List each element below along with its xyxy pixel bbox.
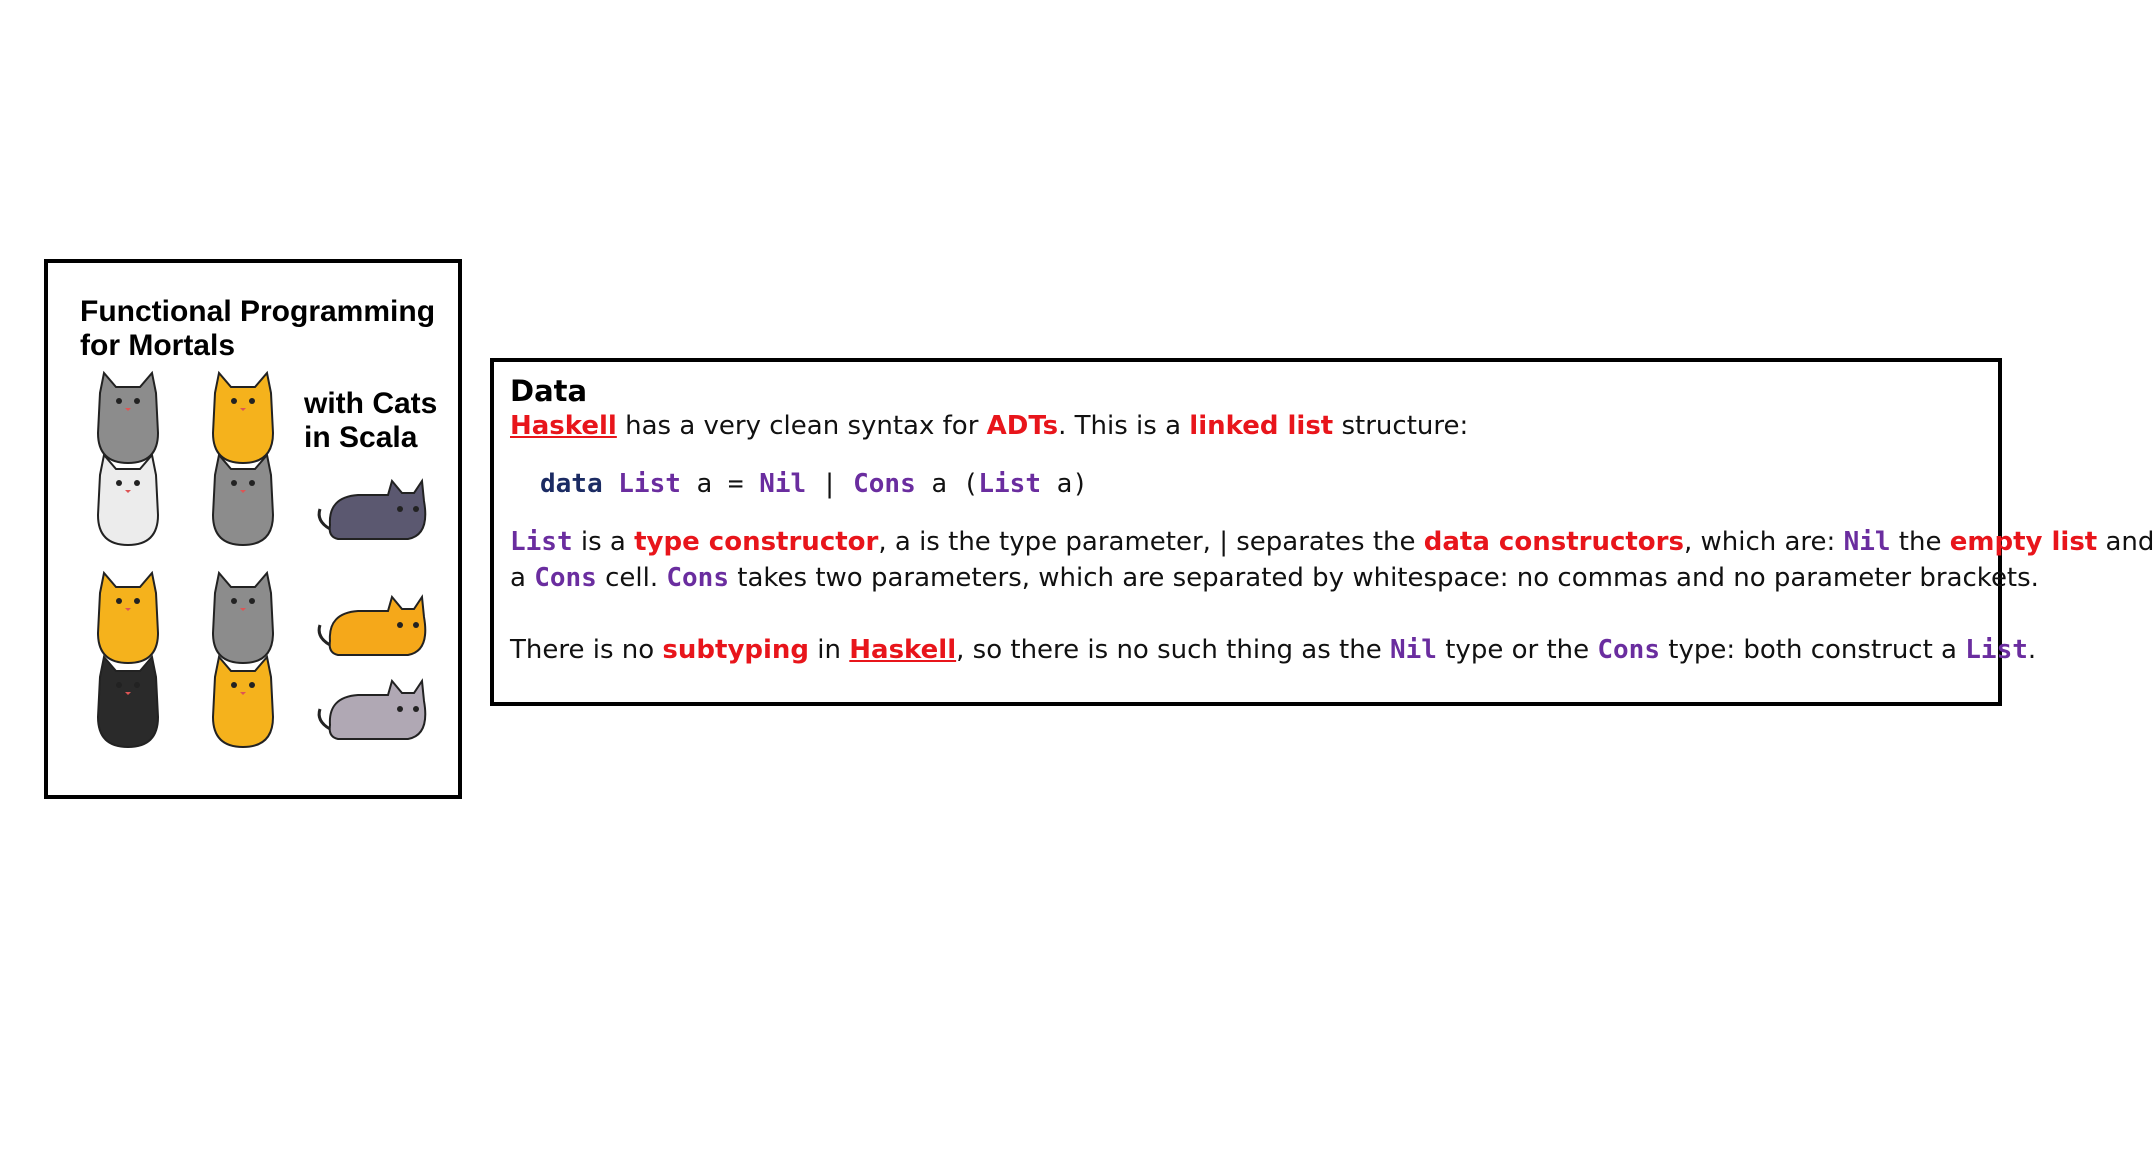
para2-text-3: , which are: — [1683, 527, 1844, 557]
data-slide-card — [490, 358, 2154, 706]
cat-lilac-lying — [319, 681, 425, 739]
nil-keyword: Nil — [1843, 527, 1891, 557]
book-title-line2: for Mortals — [80, 329, 236, 362]
intro-text-2: . This is a — [1058, 411, 1190, 441]
para3-text-6: . — [2027, 635, 2037, 665]
type-constructor-term: type constructor — [634, 527, 879, 557]
code-nil: Nil — [759, 469, 807, 499]
linked-list-term: linked list — [1189, 411, 1334, 441]
cat-white-1 — [98, 455, 158, 545]
cons-keyword-1: Cons — [534, 563, 597, 593]
para2-line1 — [510, 524, 2154, 560]
para2-text-7: cell. — [596, 563, 667, 593]
book-subtitle-line1: with Cats — [304, 387, 438, 420]
book-title-line1: Functional Programming — [80, 295, 436, 328]
para2-text-8: takes two parameters, which are separated by whitespace: no commas and no parameter brackets. — [729, 563, 2039, 593]
code-bar: | — [806, 469, 854, 499]
para2-text-6: a — [510, 563, 535, 593]
cat-orange-2 — [98, 573, 158, 663]
book-cover — [44, 259, 462, 799]
intro-line — [510, 408, 1982, 444]
para3-line — [510, 632, 2037, 668]
cat-orange-3 — [213, 657, 273, 747]
intro-text-3: structure: — [1333, 411, 1469, 441]
para2-text-1: is a — [572, 527, 635, 557]
para3-text-4: type or the — [1436, 635, 1598, 665]
para2-text-2: , a is the type parameter, | separates the — [878, 527, 1424, 557]
empty-list-term: empty list — [1949, 527, 2098, 557]
cat-gray-2 — [213, 455, 273, 545]
para3-text-1: There is no — [510, 635, 663, 665]
cats-illustration — [48, 263, 458, 795]
para2-text-4: the — [1890, 527, 1950, 557]
subtyping-term: subtyping — [662, 635, 810, 665]
haskell-link-2[interactable]: Haskell — [849, 635, 957, 665]
cat-gray-3 — [213, 573, 273, 663]
code-list-2: List — [978, 469, 1041, 499]
haskell-link[interactable]: Haskell — [510, 411, 617, 441]
code-text-a-eq: a = — [680, 469, 760, 499]
cat-black-white — [98, 657, 158, 747]
code-block — [540, 466, 1982, 502]
code-text-a-close: a) — [1041, 469, 1088, 499]
para2-text-5: and — [2097, 527, 2154, 557]
cons-keyword-2: Cons — [666, 563, 729, 593]
cat-orange-1 — [213, 373, 273, 463]
list-keyword: List — [510, 527, 573, 557]
code-text-a-paren: a ( — [915, 469, 979, 499]
para3-text-2: in — [809, 635, 850, 665]
nil-keyword-2: Nil — [1390, 635, 1437, 665]
cat-orange-lying — [319, 597, 425, 655]
cat-gray-1 — [98, 373, 158, 463]
cat-dark-lying — [319, 481, 425, 539]
adts-term: ADTs — [986, 411, 1059, 441]
card-heading: Data — [510, 374, 588, 408]
para3-text-3: , so there is no such thing as the — [956, 635, 1390, 665]
cons-keyword-3: Cons — [1597, 635, 1660, 665]
code-cons: Cons — [853, 469, 916, 499]
list-keyword-2: List — [1965, 635, 2028, 665]
book-subtitle-line2: in Scala — [304, 421, 418, 454]
intro-text-1: has a very clean syntax for — [616, 411, 987, 441]
para2-line2 — [510, 560, 2039, 596]
data-constructors-term: data constructors — [1423, 527, 1684, 557]
code-data-keyword: data — [540, 469, 603, 499]
para3-text-5: type: both construct a — [1660, 635, 1966, 665]
code-list-1: List — [618, 469, 681, 499]
